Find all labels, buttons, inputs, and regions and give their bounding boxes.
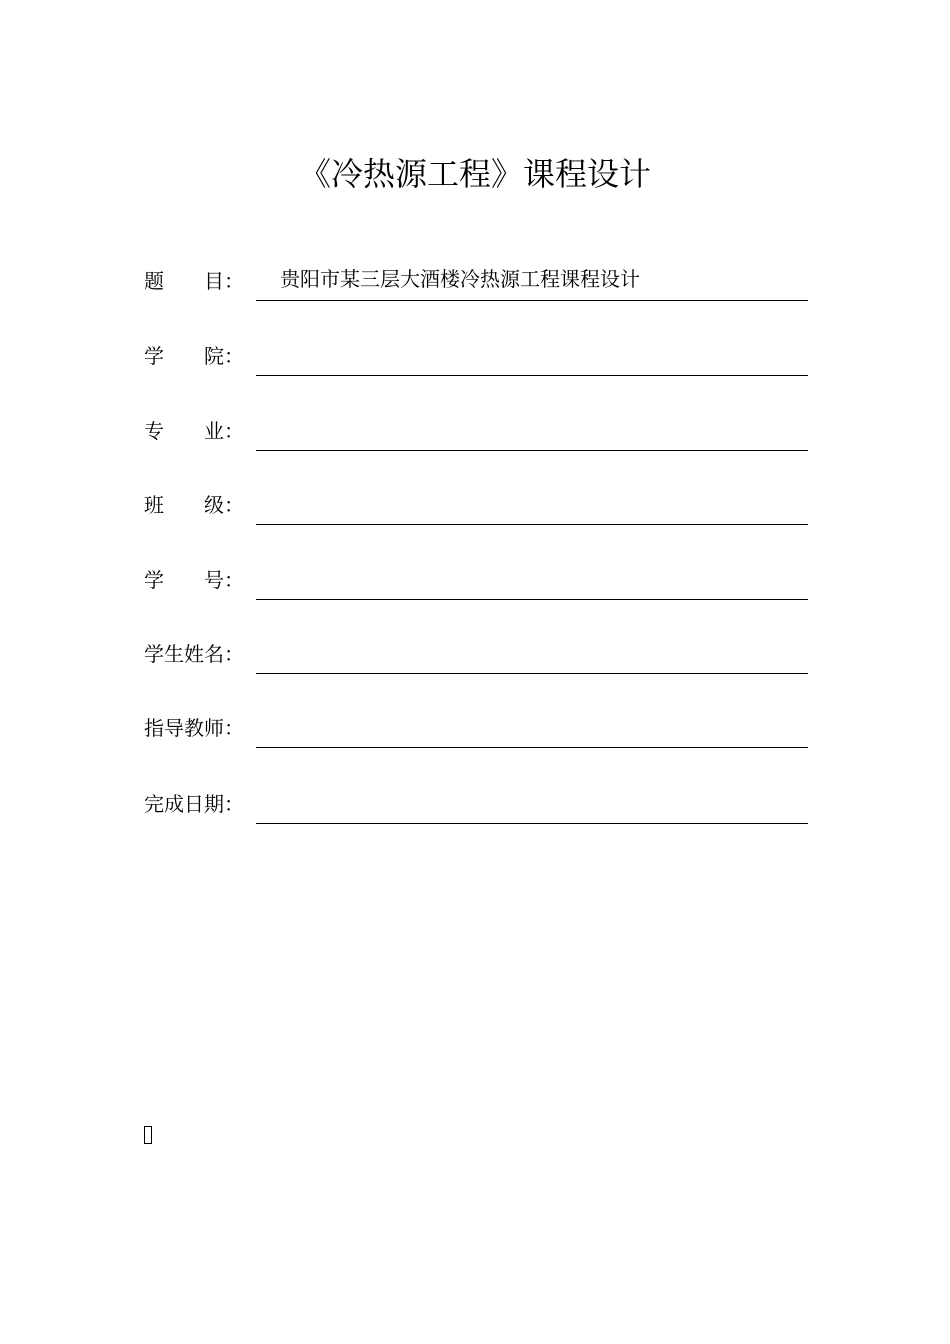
underline <box>256 300 808 301</box>
label-char: 学 <box>144 344 164 368</box>
underline <box>256 524 808 525</box>
field-student-name <box>144 634 808 674</box>
label-colon: ： <box>224 642 244 666</box>
field-advisor <box>144 708 808 748</box>
field-student-id <box>144 560 808 600</box>
field-label <box>144 714 256 742</box>
field-completion-date <box>144 784 808 824</box>
label-char: 学 <box>144 568 164 592</box>
topic-value: 贵阳市某三层大酒楼冷热源工程课程设计 <box>280 267 640 291</box>
field-label <box>144 790 256 818</box>
placeholder-glyph-box <box>144 1126 152 1144</box>
label-char: 业 <box>204 419 224 443</box>
field-label <box>144 491 256 519</box>
label-text: 指导教师 <box>144 716 224 740</box>
underline <box>256 450 808 451</box>
label-colon: ： <box>224 493 244 517</box>
label-colon: ： <box>224 344 244 368</box>
field-major <box>144 411 808 451</box>
field-label <box>144 342 256 370</box>
label-char: 题 <box>144 269 164 293</box>
underline <box>256 375 808 376</box>
document-title: 《冷热源工程》课程设计 <box>298 155 651 193</box>
underline <box>256 673 808 674</box>
label-colon: ： <box>224 716 244 740</box>
label-text: 学生姓名 <box>144 642 224 666</box>
label-char: 级 <box>204 493 224 517</box>
field-topic <box>144 261 808 301</box>
label-char: 号 <box>204 568 224 592</box>
field-label <box>144 640 256 668</box>
field-label <box>144 417 256 445</box>
underline <box>256 823 808 824</box>
label-char: 目 <box>204 269 224 293</box>
field-college <box>144 336 808 376</box>
label-char: 院 <box>204 344 224 368</box>
label-text: 完成日期 <box>144 792 224 816</box>
underline <box>256 747 808 748</box>
field-class <box>144 485 808 525</box>
field-label <box>144 566 256 594</box>
label-colon: ： <box>224 792 244 816</box>
underline <box>256 599 808 600</box>
label-char: 班 <box>144 493 164 517</box>
label-char: 专 <box>144 419 164 443</box>
label-colon: ： <box>224 269 244 293</box>
field-label <box>144 267 256 295</box>
label-colon: ： <box>224 568 244 592</box>
label-colon: ： <box>224 419 244 443</box>
